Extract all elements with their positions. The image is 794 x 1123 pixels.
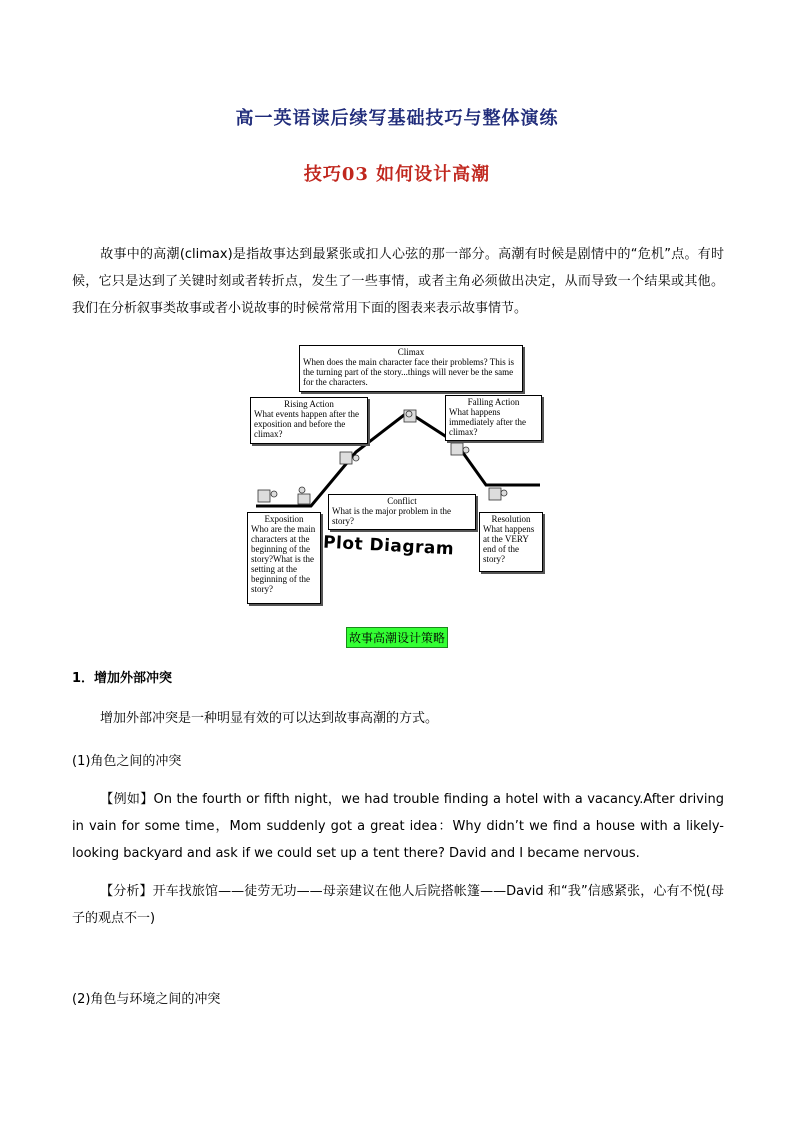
climax-box xyxy=(299,345,523,392)
example-tag: 【例如】 xyxy=(100,792,154,807)
section-desc xyxy=(72,705,724,732)
document-title: 高一英语读后续写基础技巧与整体演练 xyxy=(235,108,559,129)
plot-diagram-label: Plot Diagram xyxy=(322,532,455,560)
climax-text: When does the main character face their problems? This is the turning part of the story...things will never be the same for the characters. xyxy=(303,357,514,387)
rising-text: What events happen after the exposition and before the climax? xyxy=(254,409,359,439)
exposition-title: Exposition xyxy=(264,514,304,524)
falling-text: What happens immediately after the climax? xyxy=(449,407,526,437)
analysis-paragraph xyxy=(72,878,724,932)
subsection-1: (1)角色之间的冲突 xyxy=(72,754,182,769)
conflict-text: What is the major problem in the story? xyxy=(332,506,451,526)
falling-action-box xyxy=(445,395,542,441)
exposition-box xyxy=(247,512,321,604)
intro-paragraph xyxy=(72,241,724,322)
rising-action-box xyxy=(250,397,368,444)
falling-title: Falling Action xyxy=(467,397,520,407)
section-heading: 1．增加外部冲突 xyxy=(72,671,173,686)
resolution-box xyxy=(479,512,543,572)
section-desc-text: 增加外部冲突是一种明显有效的可以达到故事高潮的方式。 xyxy=(100,711,439,726)
conflict-box xyxy=(328,494,476,530)
subsection-2: (2)角色与环境之间的冲突 xyxy=(72,992,221,1007)
conflict-title: Conflict xyxy=(387,496,417,506)
intro-text: 故事中的高潮(climax)是指故事达到最紧张或扣人心弦的那一部分。高潮有时候是剧情中的“危机”点。有时候，它只是达到了关键时刻或者转折点，发生了一些事情，或者主角必须做出决定，从而导致一个结果或其他。 我们在分析叙事类故事或者小说故事的时候常常用下面的图表来表示故事情节。 xyxy=(72,247,724,316)
example-text: On the fourth or fifth night，we had trouble finding a hotel with a vacancy.After driving in vain for some time，Mom suddenly got a great idea：Why didn’t we find a house with a likely-looking backyard and ask if we could set up a tent there? David and I became nervous. xyxy=(72,792,724,861)
analysis-text: 开车找旅馆——徒劳无功——母亲建议在他人后院搭帐篷——David 和“我”信感紧张，心有不悦(母子的观点不一) xyxy=(72,884,724,926)
rising-title: Rising Action xyxy=(284,399,334,409)
caption-highlight: 故事高潮设计策略 xyxy=(346,627,448,648)
document-subtitle: 技巧03 如何设计高潮 xyxy=(303,164,491,185)
example-paragraph xyxy=(72,786,724,867)
resolution-text: What happens at the VERY end of the story? xyxy=(483,524,535,564)
resolution-title: Resolution xyxy=(491,514,531,524)
exposition-text: Who are the main characters at the beginning of the story?What is the setting at the beginning of the story? xyxy=(251,524,316,594)
caption-wrap xyxy=(0,627,794,648)
climax-title: Climax xyxy=(397,347,425,357)
plot-diagram xyxy=(246,340,546,608)
analysis-tag: 【分析】 xyxy=(100,884,153,899)
